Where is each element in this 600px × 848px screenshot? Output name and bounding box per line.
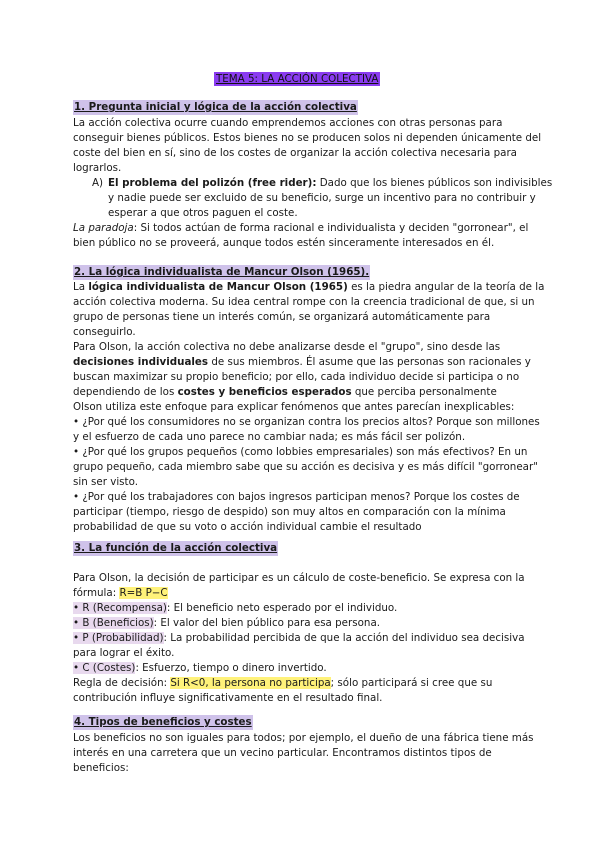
- rule-text: Regla de decisión:: [73, 677, 171, 689]
- s4-line2: interés en una carretera que un vecino particular. Encontramos distintos tipos de: [73, 747, 492, 759]
- s2-bullet3-line3: probabilidad de que su voto o acción individual cambie el resultado: [73, 521, 422, 533]
- s3-text: fórmula:: [73, 587, 120, 599]
- free-rider-text: Dado que los bienes públicos son indivisibles: [316, 177, 553, 189]
- list-marker-a: A): [92, 177, 104, 189]
- paradox-label: La paradoja: [73, 222, 134, 234]
- free-rider-item-line2: y nadie puede ser excluido de su beneficio, surge un incentivo para no contribuir y: [108, 192, 536, 204]
- s2-line8: [73, 385, 527, 400]
- s2-line4: conseguirlo.: [73, 326, 136, 338]
- s2-text: La: [73, 281, 89, 293]
- rule-text: ; sólo participará si cree que su: [330, 677, 493, 689]
- s2-line6: [73, 355, 531, 370]
- formula: R=B P−C: [119, 587, 168, 599]
- paradox-line1: [73, 221, 527, 236]
- b-definition: [73, 616, 527, 631]
- s2-bullet2-line2: grupo pequeño, cada miembro sabe que su acción es decisiva y es más difícil "gorronear": [73, 461, 538, 473]
- s4-line3: beneficios:: [73, 762, 129, 774]
- s1-p1-line1: La acción colectiva ocurre cuando emprendemos acciones con otras personas para: [73, 117, 503, 129]
- s2-bullet1-line2: y el esfuerzo de cada uno parece no cambiar nada; es más fácil ser polizón.: [73, 431, 466, 443]
- c-definition: [73, 661, 527, 676]
- s1-p1-line3: coste del bien en sí, sino de los costes de organizar la acción colectiva necesaria para: [73, 147, 517, 159]
- section-4-heading-line: [73, 715, 527, 730]
- rule-highlight: Si R<0, la persona no participa: [170, 677, 331, 689]
- b-label: • B (Beneficios): [73, 617, 154, 629]
- section-2-heading-line: [73, 265, 527, 280]
- s2-text: de sus miembros. Él asume que las personas son racionales y: [208, 356, 531, 368]
- s3-line2: [73, 586, 527, 601]
- free-rider-term: El problema del polizón (free rider):: [108, 177, 317, 189]
- document-title: TEMA 5: LA ACCIÓN COLECTIVA: [216, 73, 379, 85]
- s2-text: dependiendo de los: [73, 386, 178, 398]
- section-3-heading-line: [73, 541, 527, 556]
- p-label: • P (Probabilidad): [73, 632, 164, 644]
- section-3-heading: 3. La función de la acción colectiva: [74, 542, 278, 554]
- s2-line9: Olson utiliza este enfoque para explicar fenómenos que antes parecían inexplicables:: [73, 401, 515, 413]
- s2-line5: Para Olson, la acción colectiva no debe analizarse desde el "grupo", sino desde las: [73, 341, 501, 353]
- paradox-line2: bien público no se proveerá, aunque todos estén sinceramente interesados en él.: [73, 237, 495, 249]
- s2-bullet3-line1: • ¿Por qué los trabajadores con bajos ingresos participan menos? Porque los costes de: [73, 491, 520, 503]
- section-1-heading-line: [73, 100, 527, 115]
- free-rider-item-line3: esperar a que otros paguen el coste.: [108, 207, 298, 219]
- section-1-heading: 1. Pregunta inicial y lógica de la acción colectiva: [74, 101, 357, 113]
- s3-line1: Para Olson, la decisión de participar es un cálculo de coste-beneficio. Se expresa con la: [73, 572, 525, 584]
- s2-text: es la piedra angular de la teoría de la: [347, 281, 545, 293]
- s2-bullet3-line2: participar (tiempo, riesgo de despido) son muy altos en comparación con la mínima: [73, 506, 506, 518]
- b-text: : El valor del bien público para esa persona.: [153, 617, 381, 629]
- free-rider-item-line1: [108, 176, 562, 191]
- decision-rule-line1: [73, 676, 527, 691]
- c-label: • C (Costes): [73, 662, 136, 674]
- s2-bullet2-line1: • ¿Por qué los grupos pequeños (como lobbies empresariales) son más efectivos? En un: [73, 446, 528, 458]
- individual-decisions-term: decisiones individuales: [73, 356, 209, 368]
- s1-p1-line4: lograrlos.: [73, 162, 122, 174]
- r-text: : El beneficio neto esperado por el individuo.: [166, 602, 398, 614]
- s4-line1: Los beneficios no son iguales para todos; por ejemplo, el dueño de una fábrica tiene más: [73, 732, 534, 744]
- p-definition: [73, 631, 527, 646]
- paradox-text: : Si todos actúan de forma racional e individualista y deciden "gorronear", el: [133, 222, 529, 234]
- olson-logic-term: lógica individualista de Mancur Olson (1965): [88, 281, 348, 293]
- section-2-heading: 2. La lógica individualista de Mancur Olson (1965).: [74, 266, 370, 278]
- decision-rule-line2: contribución influye significativamente en el resultado final.: [73, 692, 383, 704]
- costs-benefits-term: costes y beneficios esperados: [177, 386, 352, 398]
- p-definition-line2: para lograr el éxito.: [73, 647, 175, 659]
- s1-p1-line2: conseguir bienes públicos. Estos bienes no se producen solos ni dependen únicamente del: [73, 132, 542, 144]
- s2-line1: [73, 280, 545, 295]
- s2-text: que perciba personalmente: [351, 386, 497, 398]
- s2-bullet1-line1: • ¿Por qué los consumidores no se organizan contra los precios altos? Porque son millones: [73, 416, 540, 428]
- s2-bullet2-line3: sin ser visto.: [73, 476, 138, 488]
- r-definition: [73, 601, 527, 616]
- s2-line3: grupo de personas tiene un interés común, se organizará automáticamente para: [73, 311, 491, 323]
- section-4-heading: 4. Tipos de beneficios y costes: [74, 716, 252, 728]
- s2-line7: buscan maximizar su propio beneficio; por ello, cada individuo decide si participa o no: [73, 371, 520, 383]
- c-text: : Esfuerzo, tiempo o dinero invertido.: [135, 662, 327, 674]
- r-label: • R (Recompensa): [73, 602, 167, 614]
- p-text: : La probabilidad percibida de que la acción del individuo sea decisiva: [163, 632, 525, 644]
- s2-line2: acción colectiva moderna. Su idea central rompe con la creencia tradicional de que, si un: [73, 296, 535, 308]
